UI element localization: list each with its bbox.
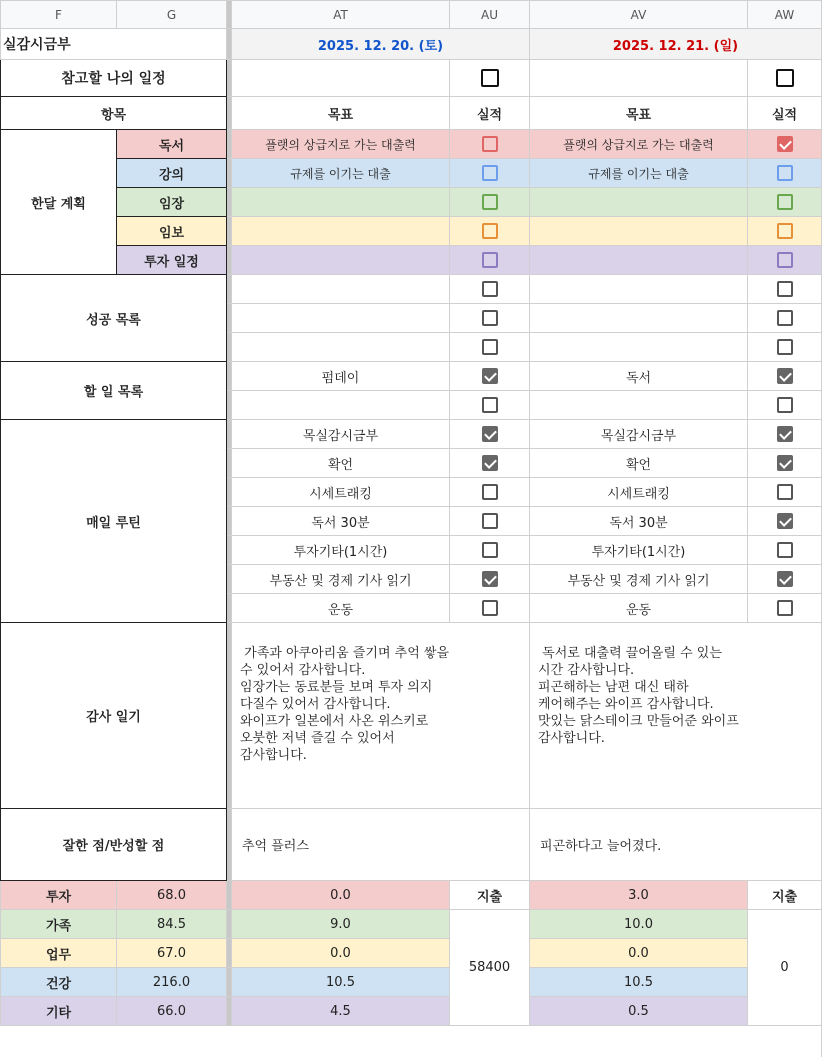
monthly-goal-day1[interactable]: 규제를 이기는 대출 xyxy=(232,159,450,188)
routine-item-day2[interactable]: 부동산 및 경제 기사 읽기 xyxy=(530,565,748,594)
monthly-row xyxy=(1,130,822,159)
monthly-row xyxy=(1,217,822,246)
column-header-f[interactable]: F xyxy=(1,1,117,29)
routine-day2-checkbox[interactable] xyxy=(777,455,793,471)
routine-day2-cell[interactable] xyxy=(748,536,822,565)
goal-header-day2[interactable]: 목표 xyxy=(530,97,748,130)
success-row xyxy=(1,275,822,304)
routine-day1-checkbox[interactable] xyxy=(482,513,498,529)
ref-schedule-day2-cell[interactable] xyxy=(530,60,748,97)
todo-day1-checkbox[interactable] xyxy=(482,397,498,413)
routine-day1-checkbox[interactable] xyxy=(482,571,498,587)
monthly-goal-day1[interactable]: 플랫의 상급지로 가는 대출력 xyxy=(232,130,450,159)
column-header-g[interactable]: G xyxy=(117,1,227,29)
todo-day1-checkbox[interactable] xyxy=(482,368,498,384)
monthly-result-day2-checkbox[interactable] xyxy=(777,165,793,181)
result-header-day1[interactable]: 실적 xyxy=(450,97,530,130)
todo-label[interactable]: 할 일 목록 xyxy=(1,362,227,420)
success-day2-cell[interactable] xyxy=(748,333,822,362)
monthly-result-day2-cell[interactable] xyxy=(748,217,822,246)
ref-schedule-day2-checkbox[interactable] xyxy=(776,69,794,87)
routine-day1-cell[interactable] xyxy=(450,420,530,449)
monthly-row xyxy=(1,246,822,275)
monthly-result-day2-cell[interactable] xyxy=(748,130,822,159)
routine-item-day2[interactable]: 투자기타(1시간) xyxy=(530,536,748,565)
column-header-at[interactable]: AT xyxy=(232,1,450,29)
routine-label[interactable]: 매일 루틴 xyxy=(1,420,227,623)
routine-day2-cell[interactable] xyxy=(748,507,822,536)
routine-day1-cell[interactable] xyxy=(450,478,530,507)
routine-row xyxy=(1,420,822,449)
todo-item-day1[interactable] xyxy=(232,391,450,420)
monthly-goal-day2[interactable]: 플랫의 상급지로 가는 대출력 xyxy=(530,130,748,159)
routine-day1-checkbox[interactable] xyxy=(482,542,498,558)
gratitude-day1[interactable]: 가족과 아쿠아리움 즐기며 추억 쌓을 수 있어서 감사합니다. 임장가는 동료분들 보며 투자 의지 다질수 있어서 감사합니다. 와이프가 일본에서 사온 위스키로 오붓한 저녁 즐길 수 있어서 감사합니다. xyxy=(232,623,530,809)
routine-item-day1[interactable]: 투자기타(1시간) xyxy=(232,536,450,565)
monthly-result-day1-cell[interactable] xyxy=(450,130,530,159)
monthly-result-day1-checkbox[interactable] xyxy=(482,136,498,152)
monthly-result-day1-cell[interactable] xyxy=(450,246,530,275)
summary-row xyxy=(1,939,822,968)
monthly-result-day1-checkbox[interactable] xyxy=(482,252,498,268)
monthly-result-day1-cell[interactable] xyxy=(450,188,530,217)
summary-day2-hours[interactable]: 10.0 xyxy=(530,910,748,939)
monthly-result-day2-checkbox[interactable] xyxy=(777,194,793,210)
todo-item-day2[interactable]: 독서 xyxy=(530,362,748,391)
routine-day2-cell[interactable] xyxy=(748,594,822,623)
monthly-result-day1-checkbox[interactable] xyxy=(482,223,498,239)
monthly-goal-day1[interactable] xyxy=(232,246,450,275)
summary-day2-hours[interactable]: 0.0 xyxy=(530,939,748,968)
column-header-aw[interactable]: AW xyxy=(748,1,822,29)
review-day2[interactable]: 피곤하다고 늘어졌다. xyxy=(530,809,822,881)
monthly-result-day2-checkbox[interactable] xyxy=(777,136,793,152)
column-header-au[interactable]: AU xyxy=(450,1,530,29)
monthly-goal-day2[interactable]: 규제를 이기는 대출 xyxy=(530,159,748,188)
todo-day2-cell[interactable] xyxy=(748,362,822,391)
summary-category[interactable]: 가족 xyxy=(1,910,117,939)
monthly-goal-day2[interactable] xyxy=(530,217,748,246)
todo-row xyxy=(1,362,822,391)
monthly-goal-day1[interactable] xyxy=(232,217,450,246)
result-header-day2[interactable]: 실적 xyxy=(748,97,822,130)
success-item-day1[interactable] xyxy=(232,304,450,333)
todo-day2-checkbox[interactable] xyxy=(777,397,793,413)
success-label[interactable]: 성공 목록 xyxy=(1,275,227,362)
item-header-row xyxy=(1,97,822,130)
summary-row xyxy=(1,968,822,997)
summary-category[interactable]: 건강 xyxy=(1,968,117,997)
monthly-result-day1-checkbox[interactable] xyxy=(482,194,498,210)
review-row xyxy=(1,809,822,881)
monthly-result-day2-checkbox[interactable] xyxy=(777,252,793,268)
todo-item-day2[interactable] xyxy=(530,391,748,420)
routine-item-day2[interactable]: 확언 xyxy=(530,449,748,478)
monthly-result-day1-cell[interactable] xyxy=(450,217,530,246)
routine-day1-cell[interactable] xyxy=(450,507,530,536)
ref-schedule-row xyxy=(1,60,822,97)
routine-day1-checkbox[interactable] xyxy=(482,484,498,500)
routine-item-day2[interactable]: 시세트래킹 xyxy=(530,478,748,507)
monthly-goal-day1[interactable] xyxy=(232,188,450,217)
monthly-plan-label[interactable]: 한달 계획 xyxy=(1,130,117,275)
routine-day1-cell[interactable] xyxy=(450,565,530,594)
column-header-av[interactable]: AV xyxy=(530,1,748,29)
review-label[interactable]: 잘한 점/반성할 점 xyxy=(1,809,227,881)
routine-item-day1[interactable]: 시세트래킹 xyxy=(232,478,450,507)
routine-item-day1[interactable]: 확언 xyxy=(232,449,450,478)
ref-schedule-label[interactable]: 참고할 나의 일정 xyxy=(1,60,227,97)
gratitude-label[interactable]: 감사 일기 xyxy=(1,623,227,809)
routine-item-day1[interactable]: 부동산 및 경제 기사 읽기 xyxy=(232,565,450,594)
success-item-day2[interactable] xyxy=(530,275,748,304)
next-column-edge xyxy=(821,0,827,1057)
summary-category[interactable]: 업무 xyxy=(1,939,117,968)
summary-day1-hours[interactable]: 0.0 xyxy=(232,939,450,968)
todo-item-day1[interactable]: 펌데이 xyxy=(232,362,450,391)
ref-schedule-day1-cell[interactable] xyxy=(232,60,450,97)
monthly-row xyxy=(1,188,822,217)
success-day1-cell[interactable] xyxy=(450,333,530,362)
summary-category[interactable]: 투자 xyxy=(1,881,117,910)
todo-day2-checkbox[interactable] xyxy=(777,368,793,384)
monthly-result-day2-checkbox[interactable] xyxy=(777,223,793,239)
expense-value-day1[interactable]: 58400 xyxy=(450,910,530,1026)
routine-day2-checkbox[interactable] xyxy=(777,513,793,529)
routine-day1-cell[interactable] xyxy=(450,449,530,478)
summary-row xyxy=(1,910,822,939)
summary-category[interactable]: 기타 xyxy=(1,997,117,1026)
routine-day1-checkbox[interactable] xyxy=(482,455,498,471)
summary-total[interactable]: 216.0 xyxy=(117,968,227,997)
routine-day2-checkbox[interactable] xyxy=(777,571,793,587)
monthly-goal-day2[interactable] xyxy=(530,188,748,217)
success-day1-checkbox[interactable] xyxy=(482,281,498,297)
success-day1-checkbox[interactable] xyxy=(482,339,498,355)
routine-item-day2[interactable]: 운동 xyxy=(530,594,748,623)
routine-day1-checkbox[interactable] xyxy=(482,600,498,616)
monthly-result-day1-cell[interactable] xyxy=(450,159,530,188)
item-header-label[interactable]: 항목 xyxy=(1,97,227,130)
routine-item-day1[interactable]: 목실감시금부 xyxy=(232,420,450,449)
date-day1[interactable]: 2025. 12. 20. (토) xyxy=(232,29,530,60)
expense-value-day2[interactable]: 0 xyxy=(748,910,822,1026)
routine-item-day2[interactable]: 목실감시금부 xyxy=(530,420,748,449)
success-day2-checkbox[interactable] xyxy=(777,339,793,355)
goal-header-day1[interactable]: 목표 xyxy=(232,97,450,130)
expense-label-day1[interactable]: 지출 xyxy=(450,881,530,910)
summary-total[interactable]: 67.0 xyxy=(117,939,227,968)
success-day2-checkbox[interactable] xyxy=(777,310,793,326)
routine-day2-checkbox[interactable] xyxy=(777,542,793,558)
routine-day2-cell[interactable] xyxy=(748,449,822,478)
summary-day1-hours[interactable]: 0.0 xyxy=(232,881,450,910)
success-day1-cell[interactable] xyxy=(450,275,530,304)
monthly-item-name[interactable]: 강의 xyxy=(117,159,227,188)
sheet-title[interactable]: 실감시금부 xyxy=(1,29,227,60)
routine-item-day1[interactable]: 독서 30분 xyxy=(232,507,450,536)
monthly-row xyxy=(1,159,822,188)
success-day2-cell[interactable] xyxy=(748,304,822,333)
routine-item-day2[interactable]: 독서 30분 xyxy=(530,507,748,536)
todo-day2-cell[interactable] xyxy=(748,391,822,420)
success-day2-checkbox[interactable] xyxy=(777,281,793,297)
summary-row xyxy=(1,881,822,910)
success-item-day1[interactable] xyxy=(232,275,450,304)
routine-day2-cell[interactable] xyxy=(748,478,822,507)
success-item-day2[interactable] xyxy=(530,333,748,362)
routine-day2-checkbox[interactable] xyxy=(777,484,793,500)
routine-day2-checkbox[interactable] xyxy=(777,600,793,616)
ref-schedule-day1-cell[interactable] xyxy=(450,60,530,97)
ref-schedule-day2-cell[interactable] xyxy=(748,60,822,97)
routine-day2-checkbox[interactable] xyxy=(777,426,793,442)
monthly-result-day1-checkbox[interactable] xyxy=(482,165,498,181)
success-day1-cell[interactable] xyxy=(450,304,530,333)
gratitude-row xyxy=(1,623,822,809)
success-item-day2[interactable] xyxy=(530,304,748,333)
todo-day1-cell[interactable] xyxy=(450,362,530,391)
summary-day1-hours[interactable]: 10.5 xyxy=(232,968,450,997)
routine-item-day1[interactable]: 운동 xyxy=(232,594,450,623)
summary-total[interactable]: 66.0 xyxy=(117,997,227,1026)
date-day2[interactable]: 2025. 12. 21. (일) xyxy=(530,29,822,60)
monthly-result-day2-cell[interactable] xyxy=(748,159,822,188)
success-item-day1[interactable] xyxy=(232,333,450,362)
summary-day2-hours[interactable]: 10.5 xyxy=(530,968,748,997)
ref-schedule-day1-checkbox[interactable] xyxy=(481,69,499,87)
monthly-item-name[interactable]: 투자 일정 xyxy=(117,246,227,275)
success-day1-checkbox[interactable] xyxy=(482,310,498,326)
summary-total[interactable]: 84.5 xyxy=(117,910,227,939)
review-day1[interactable]: 추억 플러스 xyxy=(232,809,530,881)
routine-day1-cell[interactable] xyxy=(450,594,530,623)
routine-day1-checkbox[interactable] xyxy=(482,426,498,442)
monthly-goal-day2[interactable] xyxy=(530,246,748,275)
expense-label-day2[interactable]: 지출 xyxy=(748,881,822,910)
summary-day2-hours[interactable]: 3.0 xyxy=(530,881,748,910)
routine-day2-cell[interactable] xyxy=(748,420,822,449)
summary-total[interactable]: 68.0 xyxy=(117,881,227,910)
monthly-result-day2-cell[interactable] xyxy=(748,188,822,217)
routine-day1-cell[interactable] xyxy=(450,536,530,565)
title-row xyxy=(1,29,822,60)
summary-day1-hours[interactable]: 4.5 xyxy=(232,997,450,1026)
monthly-item-name[interactable]: 임장 xyxy=(117,188,227,217)
success-day2-cell[interactable] xyxy=(748,275,822,304)
monthly-item-name[interactable]: 임보 xyxy=(117,217,227,246)
summary-row xyxy=(1,997,822,1026)
monthly-item-name[interactable]: 독서 xyxy=(117,130,227,159)
gratitude-day2[interactable]: 독서로 대출력 끌어올릴 수 있는 시간 감사합니다. 피곤해하는 남편 대신 태하 케어해주는 와이프 감사합니다. 맛있는 닭스테이크 만들어준 와이프 감사합니다. xyxy=(530,623,822,809)
todo-day1-cell[interactable] xyxy=(450,391,530,420)
monthly-result-day2-cell[interactable] xyxy=(748,246,822,275)
column-header-row xyxy=(1,1,822,29)
summary-day2-hours[interactable]: 0.5 xyxy=(530,997,748,1026)
summary-day1-hours[interactable]: 9.0 xyxy=(232,910,450,939)
routine-day2-cell[interactable] xyxy=(748,565,822,594)
